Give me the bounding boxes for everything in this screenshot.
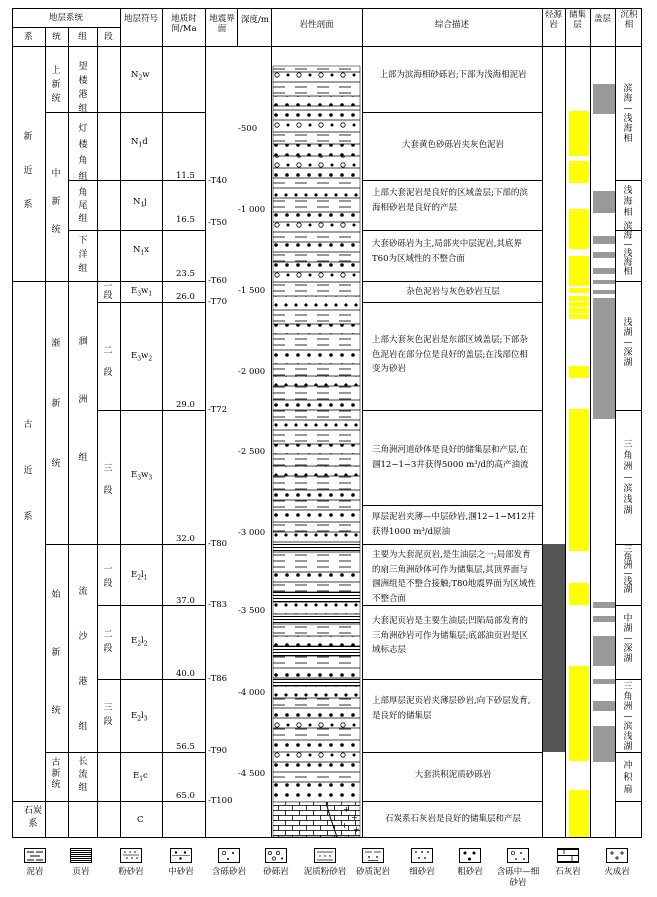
reservoir-bar: [569, 314, 589, 319]
lithology-band: [273, 752, 360, 762]
lithology-band: [273, 624, 360, 636]
igneous-mark: +: [353, 825, 360, 834]
lithology-band: [273, 490, 360, 500]
lithology-band: [273, 466, 360, 476]
pebbly-sandstone-swatch: [218, 848, 240, 863]
lithology-band: [273, 762, 360, 772]
member-w2: 二段: [103, 346, 113, 378]
description-cell: 大套洪积泥质砂砾岩: [414, 770, 492, 780]
reservoir-bar: [569, 302, 589, 307]
age-label: 32.0: [176, 534, 195, 544]
cap-rock-bar: [593, 290, 615, 294]
boundary-label: -T60: [208, 276, 228, 286]
legend-coarse-sandstone: 粗砂岩: [447, 848, 493, 878]
lithology-band: [273, 532, 360, 542]
lithology-band: [273, 476, 360, 490]
cap-rock-bar: [593, 280, 615, 284]
source-rock-bar: [543, 544, 565, 752]
lithology-band: [273, 106, 360, 110]
description-cell: 上部为滨海相砂砾岩;下部为浅海相泥岩: [379, 70, 527, 80]
boundary-label: -T90: [208, 746, 228, 756]
cap-rock-bar: [593, 191, 615, 213]
symbol-e3w2: $E_3w_2$: [131, 351, 153, 363]
lithology-band: [273, 614, 360, 624]
formation-xiayang: 下洋组: [78, 236, 88, 274]
lithology-band: [273, 178, 360, 188]
facies-label: 中湖—深湖: [623, 614, 633, 664]
header-desc: 综合描述: [434, 20, 469, 30]
lithology-band: [273, 510, 360, 522]
lithology-column: [271, 60, 362, 837]
cap-rock-bar: [593, 602, 615, 608]
lithology-band: [273, 198, 360, 212]
boundary-label: -T72: [208, 405, 228, 415]
legend-medium-sandstone: 中砂岩: [158, 848, 204, 878]
age-label: 23.5: [176, 269, 195, 279]
system-neogene: 新近系: [23, 132, 33, 210]
lithology-band: [273, 740, 360, 752]
reservoir-bar: [569, 111, 589, 156]
shale-swatch: [70, 848, 92, 863]
lithology-band: [273, 168, 360, 178]
boundary-label: -T86: [208, 674, 228, 684]
conglomerate-swatch: [265, 848, 287, 863]
lithology-band: [273, 242, 360, 252]
reservoir-bar: [569, 583, 589, 605]
lithology-band: [273, 552, 360, 572]
pebbly-medium-fine-sandstone-swatch: [507, 848, 529, 863]
depth-label: -2 000: [238, 367, 266, 377]
cap-rock-bar: [593, 304, 615, 414]
lithology-band: [273, 212, 360, 222]
coarse-sandstone-swatch: [459, 848, 481, 863]
legend-pebbly-sandstone: 含砾砂岩: [206, 848, 252, 878]
age-label: 65.0: [176, 791, 195, 801]
legend-limestone: 石灰岩: [545, 848, 591, 878]
lithology-band: [273, 82, 360, 96]
lithology-band: [273, 782, 360, 802]
symbol-n1j: $N_1j$: [133, 197, 147, 209]
symbol-e1c: $E_1c$: [133, 771, 148, 783]
description-cell: 石炭系石灰岩是良好的储集层和产层: [384, 814, 521, 824]
reservoir-bar: [569, 409, 589, 551]
lithology-band: [273, 500, 360, 510]
cap-rock-bar: [593, 616, 615, 622]
lithology-band: [273, 400, 360, 410]
argillaceous-siltstone-swatch: [314, 848, 336, 863]
system-paleogene: 古近系: [23, 420, 33, 522]
lithology-band: [273, 656, 360, 668]
series-eocene: 始新统: [51, 590, 61, 716]
lithology-band: [273, 718, 360, 728]
cap-rock-bar: [593, 84, 615, 114]
member-l2: 二段: [103, 630, 113, 654]
series-paleocene: 古新统: [51, 758, 61, 790]
lithology-band: [273, 678, 360, 686]
legend-igneous: 火成岩: [594, 848, 640, 878]
limestone-swatch: [557, 848, 579, 863]
depth-label: -3 500: [238, 606, 266, 616]
facies-label: 三角洲—滨浅湖: [623, 440, 633, 516]
symbol-n1x: $N_1x$: [133, 245, 150, 257]
depth-label: -4 000: [238, 688, 266, 698]
header-stratum-system: 地层系统: [48, 13, 83, 23]
reservoir-bar: [569, 308, 589, 313]
lithology-band: [273, 454, 360, 466]
formation-wanglougang: 望楼港组: [78, 62, 88, 114]
symbol-e2l1: $E_2l_1$: [131, 570, 148, 582]
age-label: 37.0: [176, 596, 195, 606]
reservoir-bar: [569, 161, 589, 183]
lithology-band: [273, 310, 360, 324]
age-label: 56.5: [176, 742, 195, 752]
legend-argillaceous-siltstone: 泥质粉砂岩: [302, 848, 348, 878]
header-zu: 组: [78, 32, 87, 42]
header-reservoir: 储集层: [569, 10, 587, 30]
depth-label: -500: [238, 124, 258, 134]
symbol-e3w3: $E_3w_3$: [131, 470, 153, 482]
lithology-band: [273, 444, 360, 454]
depth-label: -3 000: [238, 528, 266, 538]
reservoir-bar: [569, 366, 589, 378]
lithology-band: [273, 592, 360, 602]
symbol-n1d: $N_1d$: [131, 137, 148, 149]
lithology-band: [273, 282, 360, 296]
cap-rock-bar: [593, 701, 615, 711]
lithology-band: [273, 156, 360, 168]
reservoir-bar: [569, 256, 589, 281]
lithology-band: [273, 430, 360, 444]
system-carboniferous: 石炭系: [23, 806, 42, 829]
reservoir-bar: [569, 790, 589, 837]
member-l1: 一段: [103, 565, 113, 589]
igneous-swatch: [606, 848, 628, 863]
formation-denglou: 灯楼角组: [78, 124, 88, 182]
lithology-band: [273, 602, 360, 614]
facies-label: 浅海相: [623, 186, 633, 218]
lithology-band: [273, 636, 360, 646]
boundary-label: -T100: [208, 796, 233, 806]
facies-label: 滨海—浅海相: [623, 84, 633, 144]
reservoir-bar: [569, 288, 589, 293]
legend-fine-sandstone: 细砂岩: [399, 848, 445, 878]
cap-rock-bar: [593, 679, 615, 684]
lithology-band: [273, 698, 360, 708]
cap-rock-bar: [593, 236, 615, 244]
legend-shale: 页岩: [58, 848, 104, 878]
header-symbol: 地层符号: [124, 14, 159, 24]
series-oligocene: 渐新统: [51, 339, 61, 469]
sandy-mudstone-swatch: [362, 848, 384, 863]
lithology-band: [273, 582, 360, 592]
description-cell: 上部厚层泥页岩夹薄层砂岩,向下砂层发育,是良好的储集层: [372, 696, 531, 721]
cap-rock-bar: [593, 650, 615, 666]
lithology-band: [273, 772, 360, 782]
igneous-mark: +: [351, 813, 358, 822]
member-l3: 三段: [103, 703, 113, 727]
header-boundary: 地震界面: [209, 14, 235, 34]
header-duan: 段: [104, 32, 113, 42]
member-w1: 一段: [103, 282, 113, 301]
boundary-label: -T70: [208, 297, 228, 307]
cap-rock-bar: [593, 726, 615, 762]
lithology-band: [273, 420, 360, 430]
legend-conglomerate: 砂砾岩: [253, 848, 299, 878]
formation-liushagang: 流沙港组: [78, 587, 88, 732]
boundary-label: -T50: [208, 218, 228, 228]
legend-siltstone: 粉砂岩: [108, 848, 154, 878]
header-tong: 统: [52, 32, 61, 42]
legend-mudstone: 泥岩: [12, 848, 58, 878]
lithology-band: [273, 364, 360, 376]
depth-label: -1 500: [238, 286, 266, 296]
lithology-band: [273, 334, 360, 350]
fine-sandstone-swatch: [411, 848, 433, 863]
lithology-band: [273, 542, 360, 552]
facies-label: 滨海—浅海相: [623, 222, 633, 277]
igneous-mark: +: [343, 805, 350, 814]
depth-label: -1 000: [238, 205, 266, 215]
siltstone-swatch: [120, 848, 142, 863]
lithology-band: [273, 708, 360, 718]
age-label: 40.0: [176, 669, 195, 679]
lithology-band: [273, 252, 360, 262]
description-cell: 上部大套泥岩是良好的区域盖层;下部的滨海相砂岩是良好的产层: [372, 188, 528, 213]
igneous-mark: +: [341, 821, 348, 830]
cap-rock-bar: [593, 644, 615, 650]
description-cell: 上部大套灰色泥岩是东部区域盖层;下部杂色泥岩在部分位是良好的盖层;在浅部位相变为砂岩: [372, 335, 528, 374]
medium-sandstone-swatch: [170, 848, 192, 863]
header-litho: 岩性剖面: [299, 20, 334, 30]
lithology-band: [273, 350, 360, 364]
legend-pebbly-medium-fine-sandstone: 含砾中—细砂岩: [495, 848, 541, 889]
boundary-label: -T80: [208, 539, 228, 549]
reservoir-bar: [569, 296, 589, 301]
boundary-label: -T83: [208, 600, 228, 610]
facies-label: 三角洲—浅湖: [623, 545, 633, 595]
header-xi: 系: [24, 32, 33, 42]
age-label: 26.0: [176, 292, 195, 302]
description-cell: 大套黄色砂砾岩夹灰色泥岩: [401, 140, 504, 150]
lithology-band: [273, 232, 360, 242]
header-cap: 盖层: [594, 14, 612, 24]
header-source: 烃源岩: [545, 10, 563, 30]
symbol-c: C: [137, 815, 144, 825]
mudstone-swatch: [24, 848, 46, 863]
cap-rock-bar: [593, 268, 615, 274]
lithology-band: [273, 132, 360, 144]
lithology-band: [273, 646, 360, 656]
facies-label: 三角洲—滨浅湖: [623, 682, 633, 752]
petroleum-system-columns: [542, 46, 616, 837]
age-label: 16.5: [176, 215, 195, 225]
description-cell: 三角洲河道砂体是良好的储集层和产层,在涠12−1−3井获得5000 m³/d的高产油流: [372, 445, 529, 470]
member-w3: 三段: [103, 464, 113, 496]
symbol-e2l3: $E_2l_3$: [131, 711, 148, 723]
facies-label: 冲积扇: [623, 761, 633, 795]
age-label: 11.5: [176, 171, 195, 181]
lithology-band: [273, 72, 360, 82]
header-facies: 沉积相: [620, 10, 638, 30]
header-age: 地质时间/Ma: [171, 14, 197, 34]
depth-label: -2 500: [238, 447, 266, 457]
lithology-band: [273, 728, 360, 740]
facies-label: 浅湖—深湖: [623, 318, 633, 368]
boundary-label: -T40: [208, 176, 228, 186]
description-cell: 杂色泥岩与灰色砂岩互层: [406, 287, 500, 297]
lithology-band: [273, 522, 360, 532]
description-cell: 大套泥页岩是主要生油层;凹陷局部发育的三角洲砂岩可作为储集层;底部油页岩是区域标志层: [372, 616, 528, 655]
lithology-band: [273, 376, 360, 386]
lithology-band: [273, 324, 360, 334]
symbol-n2w: $N_2w$: [131, 70, 150, 82]
lithology-band: [273, 144, 360, 156]
cap-rock-bar: [593, 636, 615, 644]
series-miocene: 中新统: [51, 169, 61, 235]
lithology-band: [273, 96, 360, 106]
series-pliocene: 上新统: [51, 66, 61, 104]
header-depth: 深度/m: [241, 15, 269, 25]
formation-weizhou: 涠洲组: [78, 337, 88, 463]
legend-sandy-mudstone: 砂质泥岩: [350, 848, 396, 878]
description-cell: 主要为大套泥页岩,是生油层之一;局部发育的扇三角洲砂体可作为储集层,其顶界面与涠洲组是不整合接触;T80地震界面为区域性不整合面: [372, 550, 536, 604]
lithology-band: [273, 66, 360, 72]
lithology-band: [273, 572, 360, 582]
lithology-band: [273, 222, 360, 232]
lithology-band: [273, 110, 360, 120]
formation-changliu: 长流组: [78, 757, 88, 793]
lithology-band: [273, 296, 360, 310]
description-cell: 厚层泥岩夹薄—中层砂岩,涠12−1−M12井获得1000 m³/d原油: [372, 512, 536, 537]
reservoir-bar: [569, 209, 589, 249]
reservoir-bar: [569, 666, 589, 761]
symbol-e2l2: $E_2l_2$: [131, 636, 148, 648]
age-label: 29.0: [176, 400, 195, 410]
lithology-band: [273, 668, 360, 678]
lithology-band: [273, 272, 360, 282]
lithology-band: [273, 410, 360, 420]
lithology-band: [273, 262, 360, 272]
symbol-e3w1: $E_3w_1$: [131, 286, 153, 298]
depth-label: -4 500: [238, 769, 266, 779]
lithology-band: [273, 686, 360, 698]
lithology-band: [273, 188, 360, 198]
formation-jiaowei: 角尾组: [78, 188, 88, 224]
lithology-band: [273, 120, 360, 132]
reservoir-bar: [569, 281, 589, 286]
description-cell: 大套砂砾岩为主,局部夹中层泥岩,其底界T60为区域性的不整合面: [372, 239, 522, 264]
lithology-band: [273, 386, 360, 400]
cap-rock-bar: [593, 252, 615, 258]
